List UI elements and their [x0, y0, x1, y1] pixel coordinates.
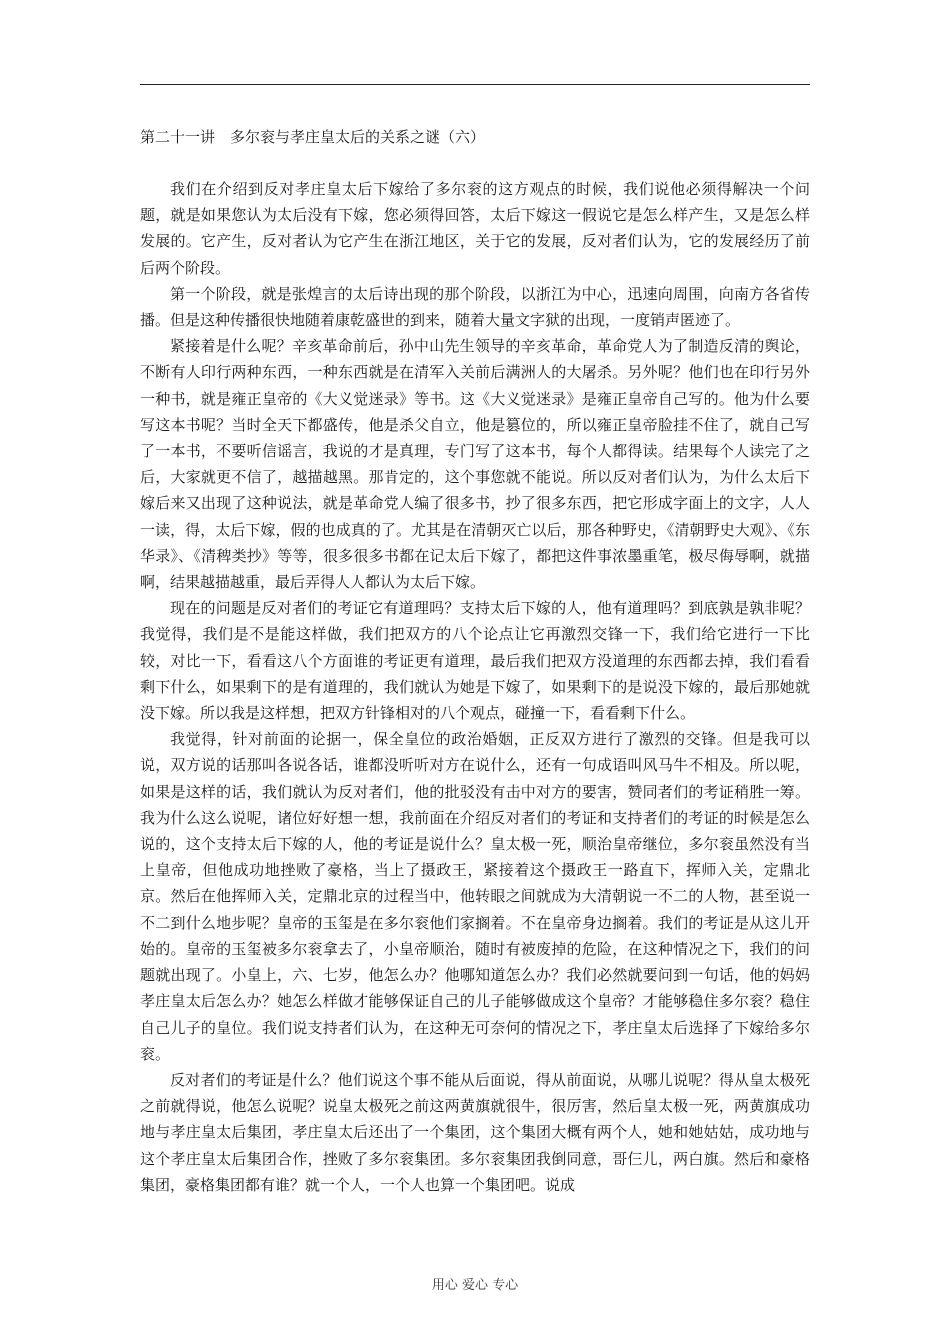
header-rule — [140, 84, 810, 85]
lecture-title: 第二十一讲 多尔衮与孝庄皇太后的关系之谜（六） — [140, 128, 486, 146]
paragraph-3: 紧接着是什么呢？辛亥革命前后，孙中山先生领导的辛亥革命，革命党人为了制造反清的舆论，不断有人印行两种东西，一种东西就是在清军入关前后满洲人的大屠杀。另外呢？他们也在印行另外一种书，就是雍正皇帝的《大义觉迷录》等书。这《大义觉迷录》是雍正皇帝自己写的。他为什么要写这本书呢？当时全天下都盛传，他是杀父自立，他是篡位的，所以雍正皇帝脸挂不住了，就自己写了一本书，不要听信谣言，我说的才是真理，专门写了这本书，每个人都得读。结果每个人读完了之后，大家就更不信了，越描越黑。那肯定的，这个事您就不能说。所以反对者们认为，为什么太后下嫁后来又出现了这种说法，就是革命党人编了很多书，抄了很多东西，把它形成字面上的文字，人人一读，得，太后下嫁，假的也成真的了。尤其是在清朝灭亡以后，那各种野史，《清朝野史大观》、《东华录》、《清稗类抄》等等，很多很多书都在记太后下嫁了，都把这件事浓墨重笔，极尽侮辱啊，就描啊，结果越描越重，最后弄得人人都认为太后下嫁。 — [140, 337, 810, 592]
paragraph-4: 现在的问题是反对者们的考证它有道理吗？支持太后下嫁的人，他有道理吗？到底孰是孰非呢？我觉得，我们是不是能这样做，我们把双方的八个论点让它再激烈交锋一下，我们给它进行一下比较，对比一下，看看这八个方面谁的考证更有道理，最后我们把双方没道理的东西都去掉，我们看看剩下什么，如果剩下的是有道理的，我们就认为她是下嫁了，如果剩下的是说没下嫁的，最后那她就没下嫁。所以我是这样想，把双方针锋相对的八个观点，碰撞一下，看看剩下什么。 — [140, 599, 810, 723]
paragraph-6: 反对者们的考证是什么？他们说这个事不能从后面说，得从前面说，从哪儿说呢？得从皇太极死之前就得说，他怎么说呢？说皇太极死之前这两黄旗就很牛，很厉害，然后皇太极一死，两黄旗成功地与孝庄皇太后集团，孝庄皇太后还出了一个集团，这个集团大概有两个人，她和她姑姑，成功地与这个孝庄皇太后集团合作，挫败了多尔衮集团。多尔衮集团我倒同意，哥仨儿，两白旗。然后和豪格集团，豪格集团都有谁？就一个人，一个人也算一个集团吧。说成 — [140, 1070, 810, 1194]
page-footer: 用心 爱心 专心 — [431, 1278, 519, 1293]
paragraph-1: 我们在介绍到反对孝庄皇太后下嫁给了多尔衮的这方观点的时候，我们说他必须得解决一个问题，就是如果您认为太后没有下嫁，您必须得回答，太后下嫁这一假说它是怎么样产生，又是怎么样发展的。它产生，反对者认为它产生在浙江地区，关于它的发展，反对者们认为，它的发展经历了前后两个阶段。 — [140, 180, 810, 277]
paragraph-2: 第一个阶段，就是张煌言的太后诗出现的那个阶段，以浙江为中心，迅速向周围，向南方各省传播。但是这种传播很快地随着康乾盛世的到来，随着大量文字狱的出现，一度销声匿迹了。 — [140, 284, 810, 330]
document-body — [140, 176, 810, 1198]
paragraph-5: 我觉得，针对前面的论据一，保全皇位的政治婚姻，正反双方进行了激烈的交锋。但是我可以说，双方说的话那叫各说各话，谁都没听听对方在说什么，还有一句成语叫风马牛不相及。所以呢，如果是这样的话，我们就认为反对者们，他的批驳没有击中对方的要害，赞同者们的考证稍胜一筹。我为什么这么说呢，诸位好好想一想，我前面在介绍反对者们的考证和支持者们的考证的时候是怎么说的，这个支持太后下嫁的人，他的考证是说什么？皇太极一死，顺治皇帝继位，多尔衮虽然没有当上皇帝，但他成功地挫败了豪格，当上了摄政王，紧接着这个摄政王一路直下，挥师入关，定鼎北京。然后在他挥师入关，定鼎北京的过程当中，他转眼之间就成为大清朝说一不二的人物，甚至说一不二到什么地步呢？皇帝的玉玺是在多尔衮他们家搁着。不在皇帝身边搁着。我们的考证是从这儿开始的。皇帝的玉玺被多尔衮拿去了，小皇帝顺治，随时有被废掉的危险，在这种情况之下，我们的问题就出现了。小皇上，六、七岁，他怎么办？他哪知道怎么办？我们必然就要问到一句话，他的妈妈孝庄皇太后怎么办？她怎么样做才能够保证自己的儿子能够做成这个皇帝？才能够稳住多尔衮？稳住自己儿子的皇位。我们说支持者们认为，在这种无可奈何的情况之下，孝庄皇太后选择了下嫁给多尔衮。 — [140, 730, 810, 1063]
